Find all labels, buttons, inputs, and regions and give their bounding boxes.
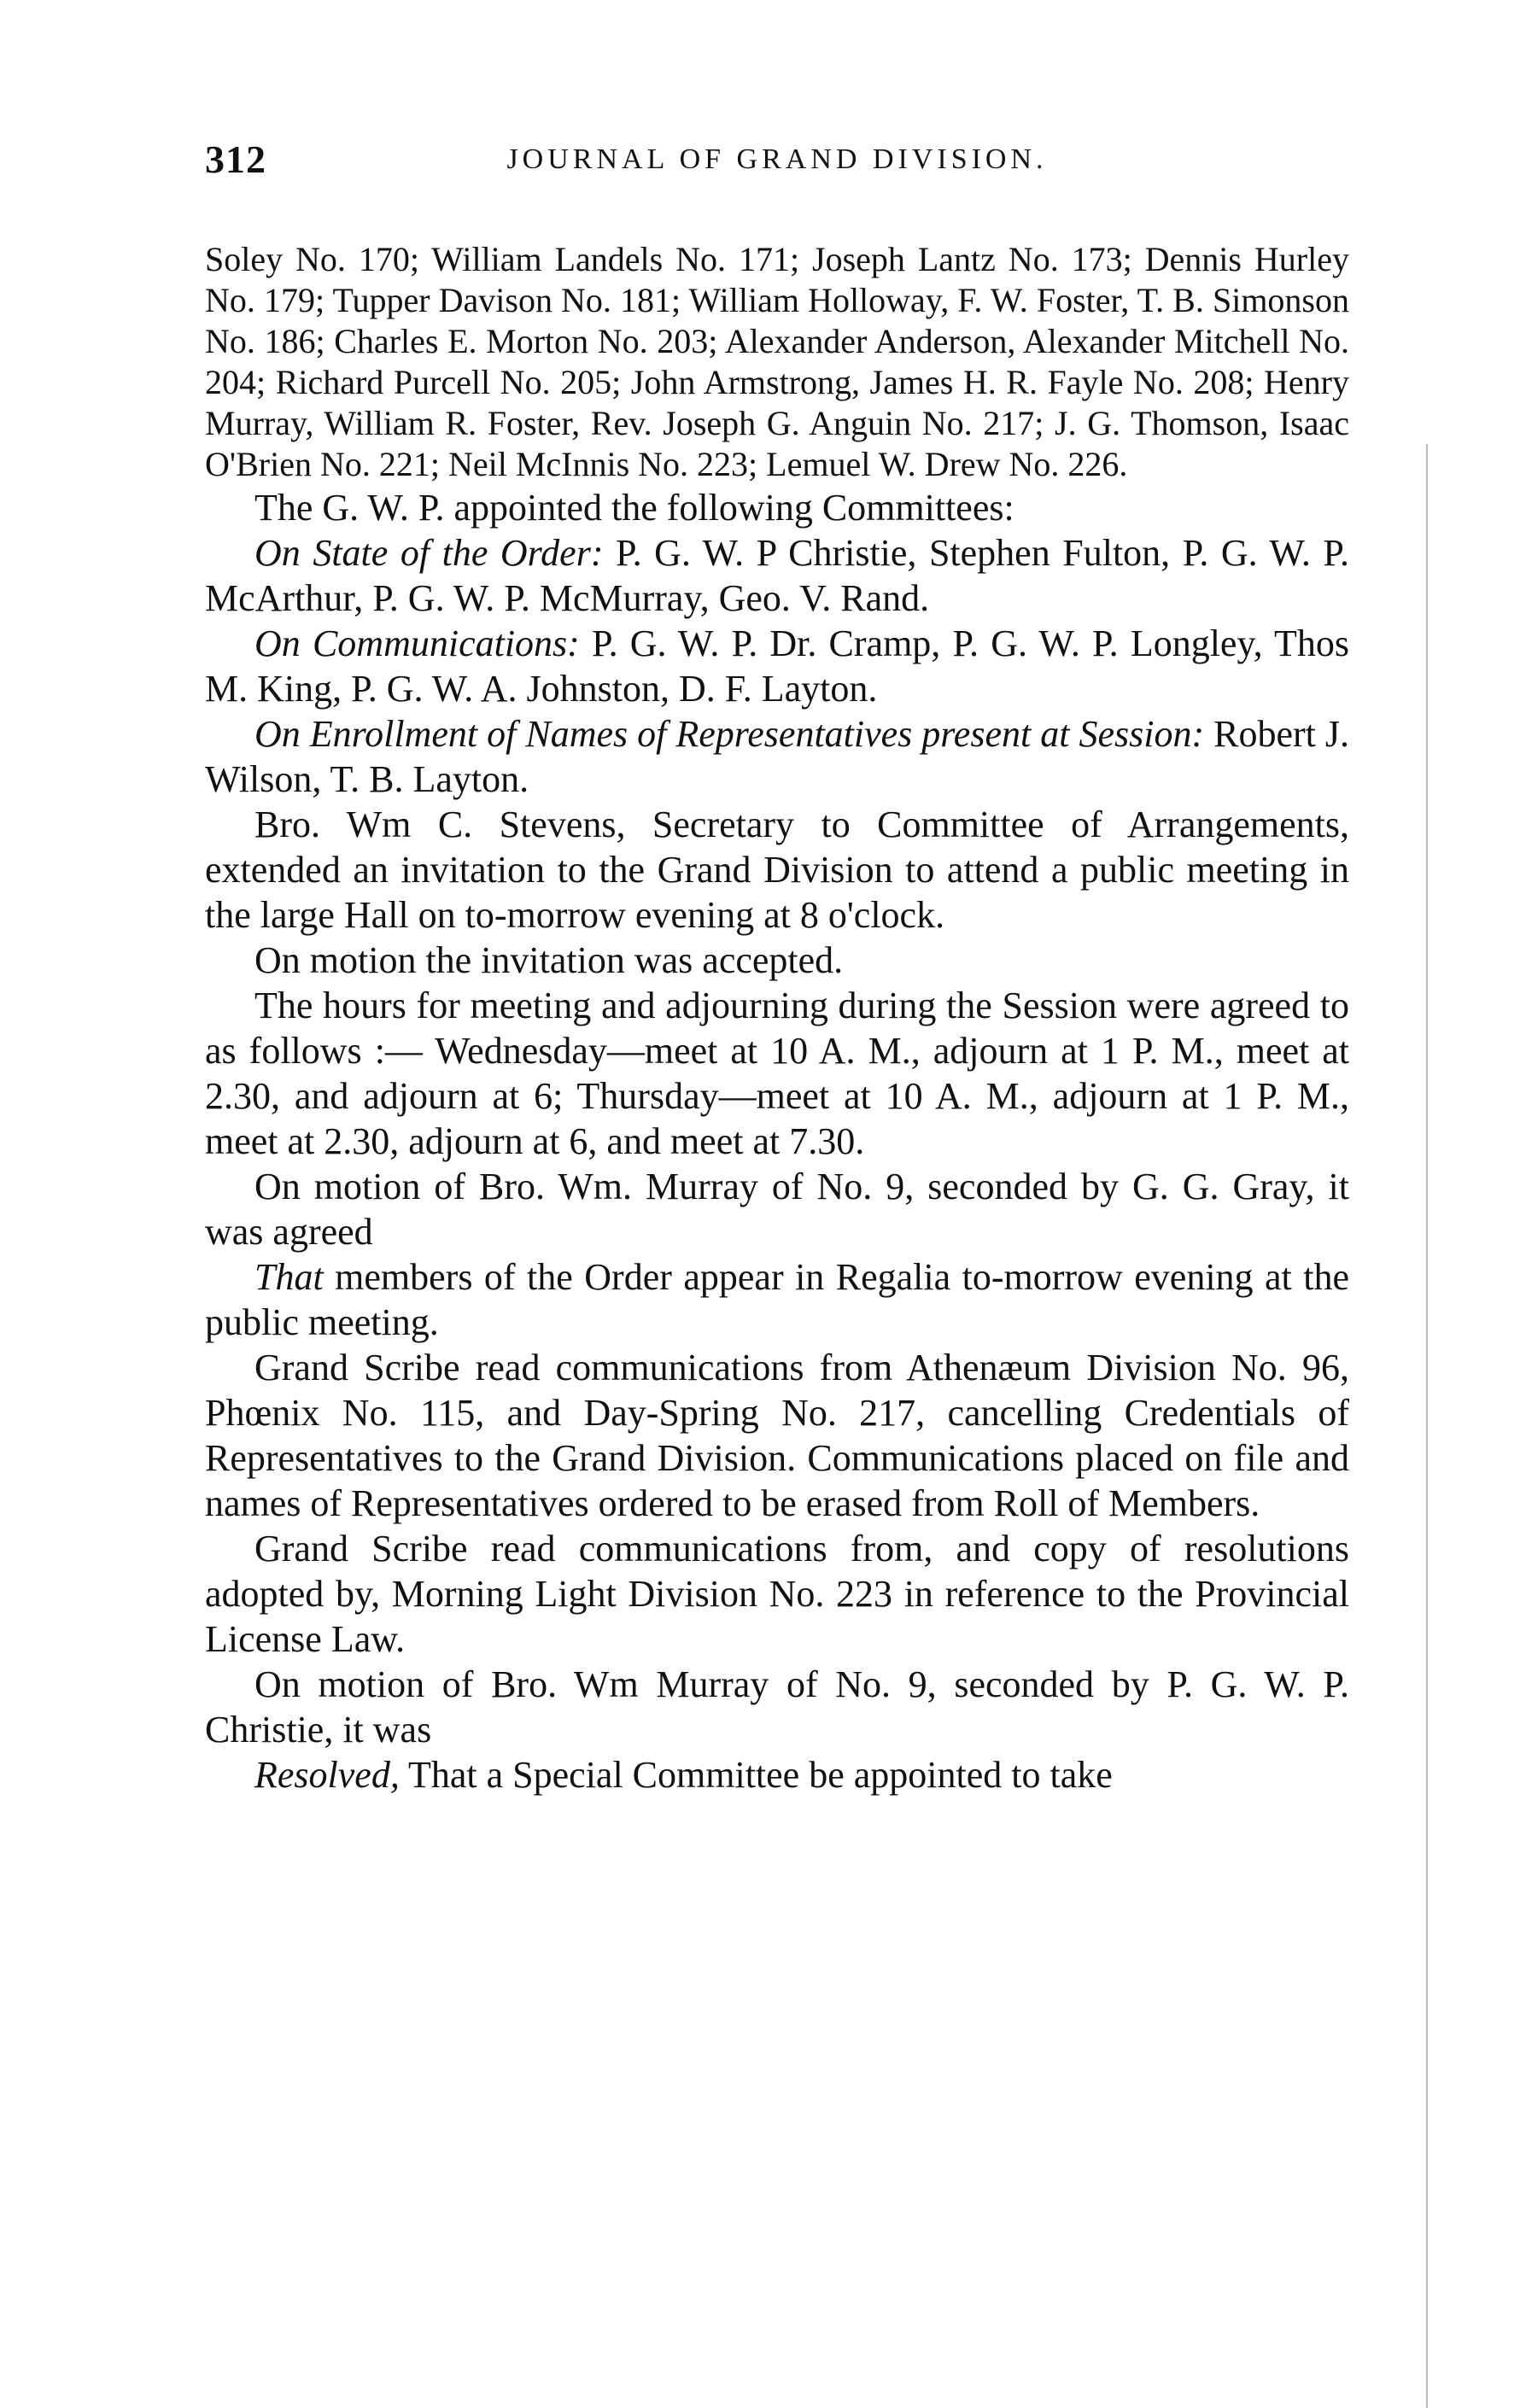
running-head: JOURNAL OF GRAND DIVISION. (506, 143, 1048, 175)
paragraph-text: On motion the invitation was accepted. (254, 939, 844, 981)
paragraph-text: P. G. W. P. Dr. Cramp, P. G. W. P. Longley, Thos M. King, P. G. W. A. Johnston, D. F. Layton. (205, 622, 1349, 710)
resolution-keyword: That (254, 1256, 324, 1298)
motion-regalia-paragraph (205, 1164, 1349, 1254)
paragraph-text: P. G. W. P Christie, Stephen Fulton, P. G. W. P. McArthur, P. G. W. P. McMurray, Geo. V. Rand. (205, 532, 1350, 619)
paragraph-text: Robert J. Wilson, T. B. Layton. (205, 713, 1349, 800)
invitation-accepted-paragraph (205, 938, 1349, 983)
special-committee-motion-paragraph (205, 1662, 1349, 1752)
committee-state-of-order (205, 530, 1349, 621)
paragraph-text: The hours for meeting and adjourning during the Session were agreed to as follows :— Wednesday—meet at 10 A. M., adjourn at 1 P. M., meet at 2.30, and adjourn at 6; Thursday—meet at 10 A. M., adjourn at 1 P. M., meet at 2.30, adjourn at 6, and meet at 7.30. (205, 985, 1349, 1162)
paragraph-text: The G. W. P. appointed the following Committees: (254, 487, 1014, 529)
paragraph-text: Bro. Wm C. Stevens, Secretary to Committee of Arrangements, extended an invitation to the Grand Division to attend a public meeting in the large Hall on to-morrow evening at 8 o'clock. (205, 804, 1349, 936)
committee-title: On Communications: (254, 622, 580, 664)
resolved-paragraph (205, 1752, 1349, 1797)
journal-text (205, 239, 1349, 1797)
paragraph-text: Grand Scribe read communications from, and copy of resolutions adopted by, Morning Light Division No. 223 in reference to the Provincial License Law. (205, 1528, 1349, 1660)
regalia-resolution-paragraph (205, 1254, 1349, 1345)
member-list-paragraph (205, 239, 1349, 485)
paragraph-text: Grand Scribe read communications from Athenæum Division No. 96, Phœnix No. 115, and Day-Spring No. 217, cancelling Credentials of Representatives to the Grand Division. Communications placed on file and names of Representatives ordered to be erased from Roll of Members. (205, 1347, 1349, 1524)
scan-margin-line (1426, 444, 1428, 2408)
invitation-paragraph (205, 802, 1349, 938)
license-law-paragraph (205, 1526, 1349, 1662)
paragraph-text: On motion of Bro. Wm. Murray of No. 9, seconded by G. G. Gray, it was agreed (205, 1166, 1349, 1253)
resolution-keyword: Resolved, (254, 1754, 400, 1796)
paragraph-text: On motion of Bro. Wm Murray of No. 9, seconded by P. G. W. P. Christie, it was (205, 1663, 1349, 1750)
credentials-cancelled-paragraph (205, 1345, 1349, 1526)
committee-enrollment (205, 711, 1349, 802)
committee-title: On Enrollment of Names of Representatives present at Session: (254, 713, 1205, 755)
page-header (205, 137, 1349, 205)
committee-communications (205, 621, 1349, 711)
paragraph-text: Soley No. 170; William Landels No. 171; Joseph Lantz No. 173; Dennis Hurley No. 179; Tupper Davison No. 181; William Holloway, F. W. Foster, T. B. Simonson No. 186; Charles E. Morton No. 203; Alexander Anderson, Alexander Mitchell No. 204; Richard Purcell No. 205; John Armstrong, James H. R. Fayle No. 208; Henry Murray, William R. Foster, Rev. Joseph G. Anguin No. 217; J. G. Thomson, Isaac O'Brien No. 221; Neil McInnis No. 223; Lemuel W. Drew No. 226. (205, 240, 1349, 483)
paragraph-text: members of the Order appear in Regalia to-morrow evening at the public meeting. (205, 1256, 1349, 1343)
committees-intro-paragraph (205, 485, 1349, 530)
committee-title: On State of the Order: (254, 532, 604, 574)
book-page (205, 137, 1349, 1797)
paragraph-text: That a Special Committee be appointed to take (399, 1754, 1113, 1796)
session-hours-paragraph (205, 983, 1349, 1164)
page-number: 312 (205, 137, 266, 181)
